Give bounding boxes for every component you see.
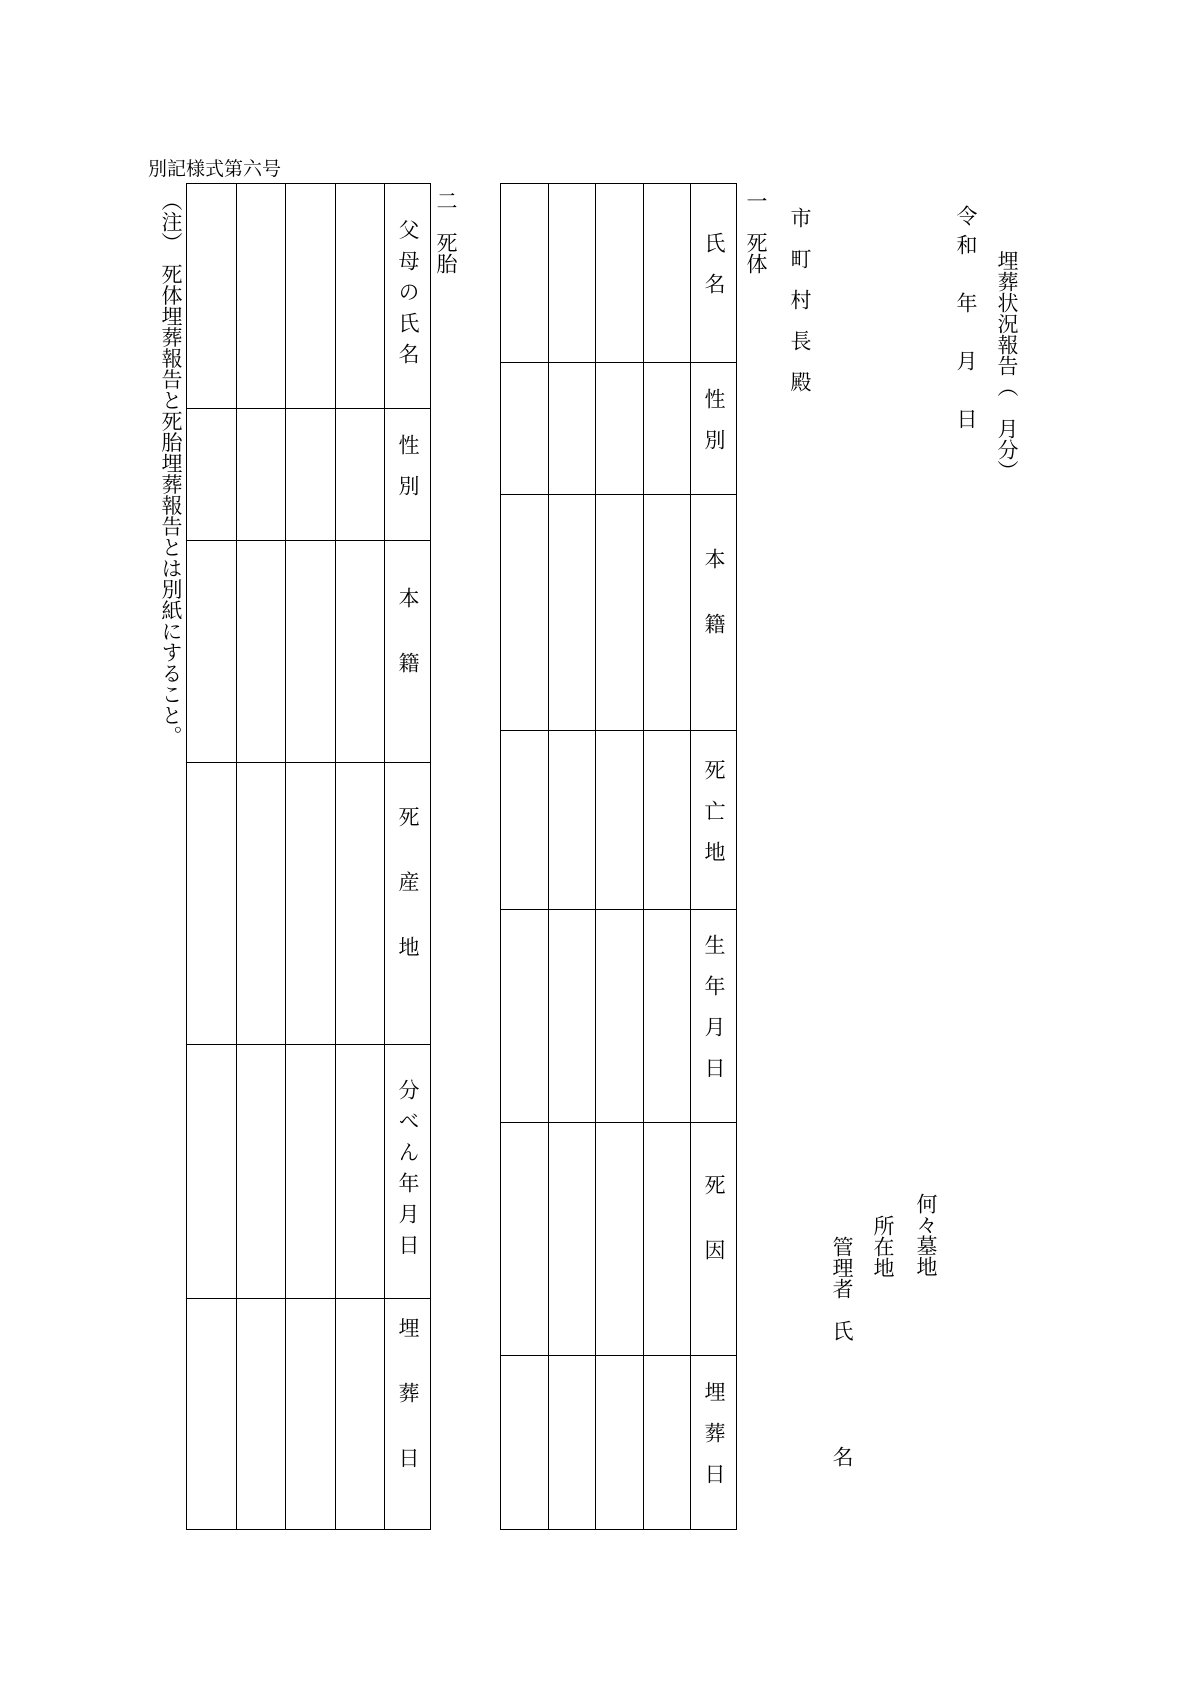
column-header-parents-name: 父母の氏名 [384,184,430,408]
form-number: 別記様式第六号 [148,158,282,180]
column-header-name: 氏名 [690,184,736,362]
table-row [187,1044,430,1298]
column-header-sex: 性別 [690,363,736,494]
column-header-domicile: 本籍 [690,495,736,730]
column-header-birth-date: 生年月日 [690,910,736,1122]
table-row [501,1355,736,1529]
report-title: 埋葬状況報告（ 月分） [995,250,1020,481]
table-row [501,494,736,730]
table-row [501,184,736,362]
cemetery-name: 何々墓地 [914,1193,939,1277]
table-row [501,362,736,494]
column-header-delivery-date: 分べん年月日 [384,1045,430,1298]
column-header-place-of-death: 死亡地 [690,731,736,909]
column-header-place-of-stillbirth: 死産地 [384,763,430,1044]
table-row [187,1298,430,1529]
column-header-cause-of-death: 死因 [690,1123,736,1355]
section2-label: 二 死胎 [434,190,459,274]
footnote: （注） 死体埋葬報告と死胎埋葬報告とは別紙にすること。 [159,190,183,747]
recipient: 市町村長殿 [788,207,813,412]
table-row [187,408,430,540]
table-row [501,1122,736,1355]
table-row [187,540,430,762]
cemetery-location-label: 所在地 [871,1215,896,1278]
stillbirth-table [186,183,431,1530]
table-row [501,909,736,1122]
column-header-burial-date: 埋葬日 [384,1299,430,1529]
cemetery-manager-label: 管理者 氏 名 [830,1236,855,1467]
column-header-sex: 性別 [384,409,430,540]
table-row [187,762,430,1044]
date-line: 令和 年 月 日 [954,205,979,437]
section1-label: 一 死体 [744,190,769,274]
death-table [500,183,737,1530]
table-row [501,730,736,909]
column-header-domicile: 本籍 [384,541,430,762]
table-row [187,184,430,408]
column-header-burial-date: 埋葬日 [690,1356,736,1529]
